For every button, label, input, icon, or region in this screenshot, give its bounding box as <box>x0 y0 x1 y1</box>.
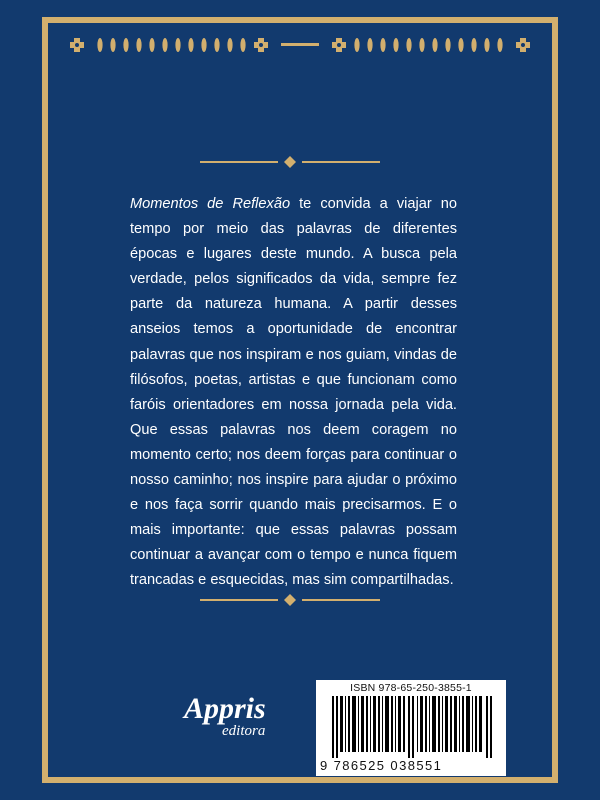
publisher-name: Appris <box>184 692 266 725</box>
leaf-ornament-row-left <box>97 38 245 52</box>
diamond-icon <box>284 156 296 168</box>
book-title-inline: Momentos de Reflexão <box>130 196 291 212</box>
appris-editora-logo <box>178 688 296 744</box>
barcode-icon <box>332 696 492 758</box>
isbn-barcode-box <box>316 680 506 776</box>
divider-diamond-top <box>200 154 380 170</box>
top-ornament-band <box>66 35 534 55</box>
barcode-digits: 9 786525 038551 <box>320 758 443 773</box>
synopsis-text: te convida a viajar no tempo por meio das palavras de diferentes épocas e lugares deste mundo. A busca pela verdade, pelos significados da vida, sempre fez parte da natureza humana. A partir desses anseios temos a oportunidade de encontrar palavras que nos inspiram e nos guiam, vindas de filósofos, poetas, artistas e que funcionam como faróis orientadores em nossa jornada pela vida. Que essas palavras nos deem coragem no momento certo; nos deem forças para continuar o nosso caminho; nos inspire para ajudar o próximo e nos faça sorrir quando mais precisarmos. E o mais importante: que essas palavras possam continuar a avançar com o tempo e nunca fiquem trancadas e esquecidas, mas sim compartilhadas. <box>130 196 457 589</box>
isbn-label: ISBN 978-65-250-3855-1 <box>350 682 472 694</box>
cross-ornament-icon <box>70 38 84 52</box>
leaf-ornament-row-right <box>354 38 502 52</box>
center-cross-ornament-icon <box>254 38 268 52</box>
diamond-icon <box>284 594 296 606</box>
divider-diamond-bottom <box>200 592 380 608</box>
publisher-subtitle: editora <box>222 723 266 739</box>
synopsis-paragraph <box>130 192 457 594</box>
